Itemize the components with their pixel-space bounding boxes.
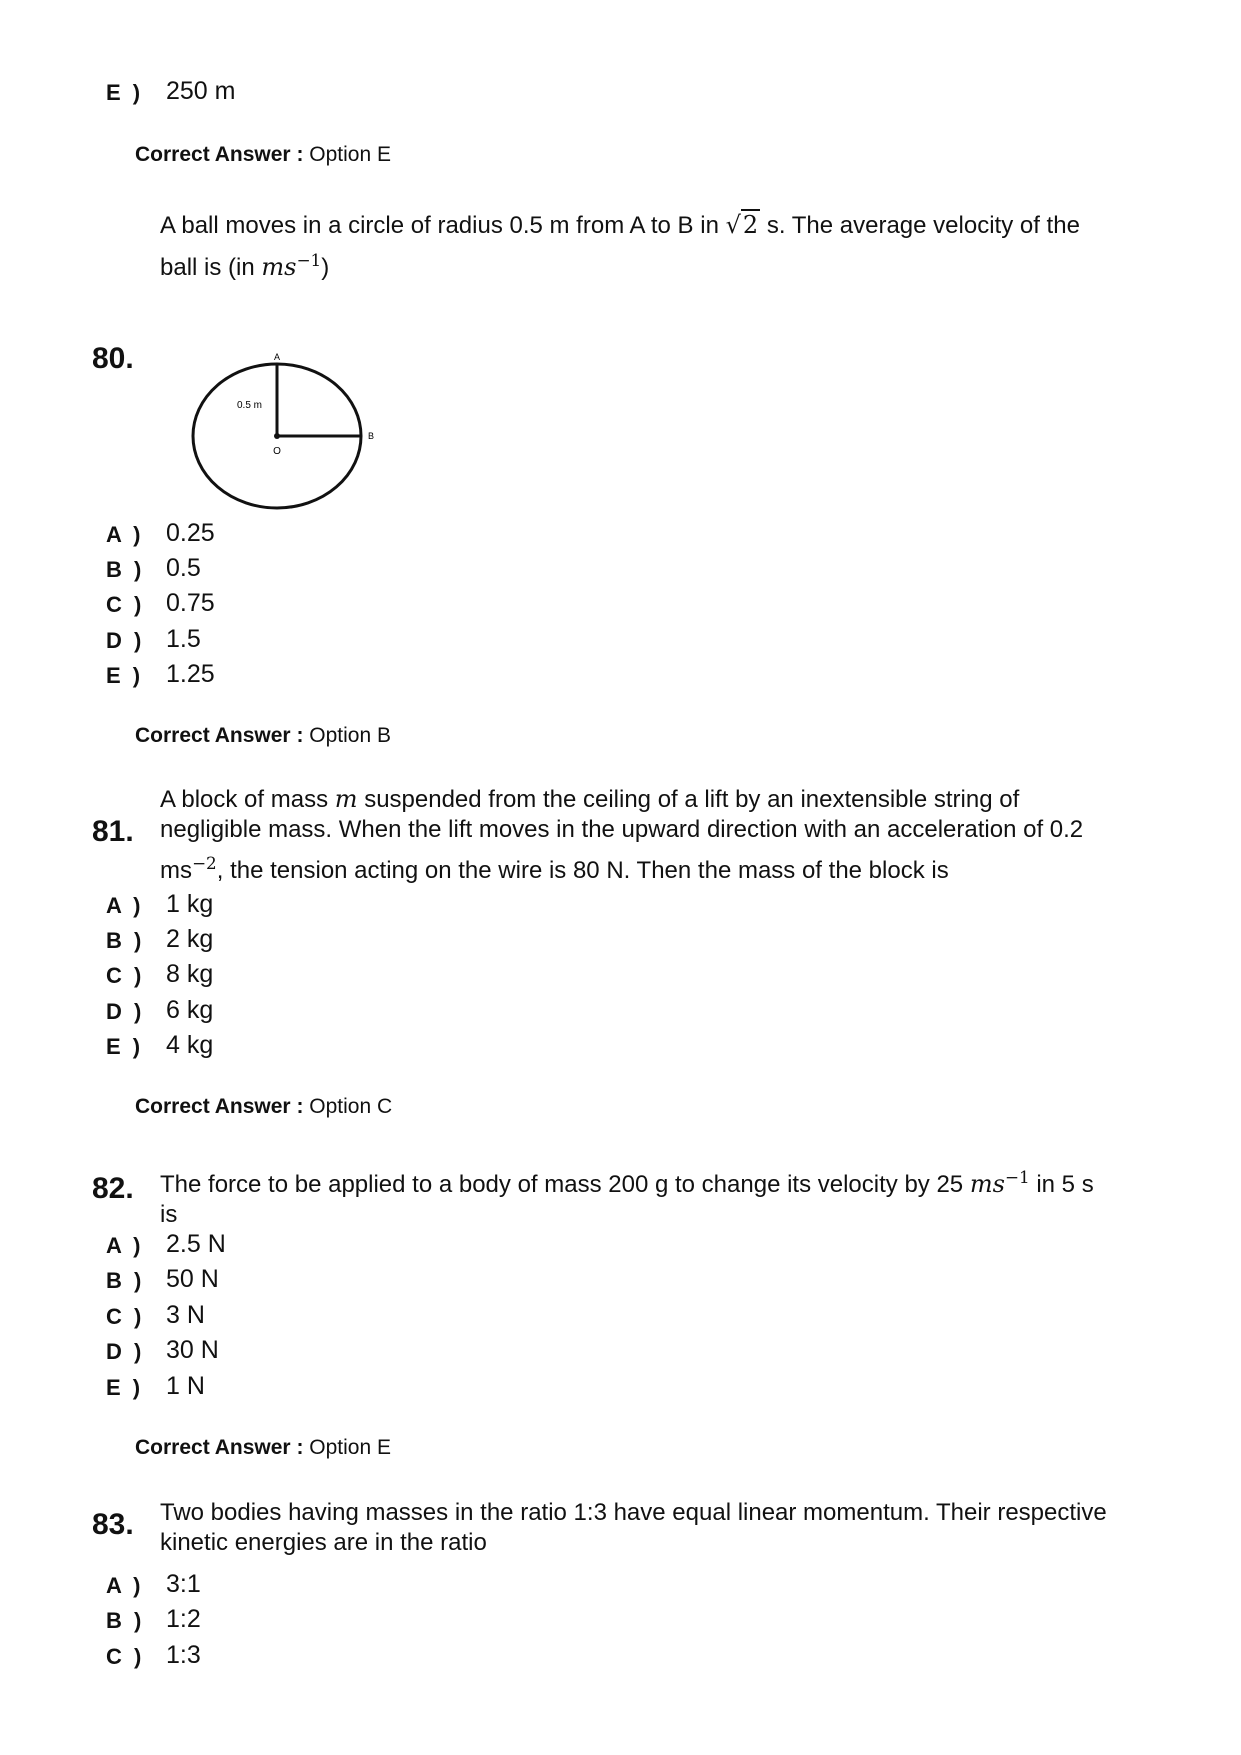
q81-exponent: −2 [192,853,217,873]
q82-number: 82. [92,1172,134,1205]
q82-option-e-text: 1 N [166,1372,205,1400]
q81-option-c-text: 8 kg [166,960,214,988]
q80-option-a-text: 0.25 [166,519,215,547]
q82-option-a-letter: A ) [106,1233,144,1258]
answer-label: Correct Answer : [135,1095,304,1118]
answer-value: Option B [309,724,391,747]
q80-correct-answer [135,724,391,748]
answer-value: Option C [309,1095,393,1118]
q83-text [160,1498,1170,1558]
q82-option-e-letter: E ) [106,1375,144,1400]
q83-line-1: Two bodies having masses in the ratio 1:3 have equal linear momentum. Their respective [160,1499,1107,1526]
q80-unit: ms [261,253,297,282]
q80-text-part: ball is (in [160,254,255,282]
q81-number: 81. [92,815,134,848]
q81-text-part: A block of mass [160,786,329,813]
q80-text-part: ) [321,254,330,282]
answer-value: Option E [309,1436,391,1459]
q82-option-b-text: 50 N [166,1265,219,1293]
q81-option-e-text: 4 kg [166,1031,214,1059]
q81-text-part: suspended from the ceiling of a lift by an inextensible string of [364,786,1020,813]
q80-option-b-text: 0.5 [166,554,201,582]
q80-option-d-letter: D ) [106,628,145,653]
q82-option-b-letter: B ) [106,1268,145,1293]
q81-variable-m: m [334,785,358,813]
q79-option-e-letter: E ) [106,80,144,105]
q80-number: 80. [92,342,134,375]
q81-option-b-text: 2 kg [166,925,214,953]
q80-option-c-letter: C ) [106,592,145,617]
q80-option-b-letter: B ) [106,557,145,582]
q82-option-d-text: 30 N [166,1336,219,1364]
q81-option-d-text: 6 kg [166,996,214,1024]
q81-option-a-text: 1 kg [166,890,214,918]
q81-option-a-letter: A ) [106,893,144,918]
q80-option-e-text: 1.25 [166,660,215,688]
q80-text [160,210,1160,283]
label-o: O [273,446,281,457]
q81-correct-answer [135,1095,392,1119]
q83-option-c-letter: C ) [106,1644,145,1669]
q80-line-1 [160,210,1160,241]
q81-text [160,784,1160,886]
q82-unit-exponent: −1 [1004,1167,1030,1187]
q80-line-2 [160,245,1160,283]
q83-option-a-letter: A ) [106,1573,144,1598]
q80-text-part: s. The average velocity of the [766,212,1080,239]
q81-line-1 [160,784,1160,815]
q82-option-c-text: 3 N [166,1301,205,1329]
q81-option-e-letter: E ) [106,1034,144,1059]
q83-line-2: kinetic energies are in the ratio [160,1529,487,1556]
q81-text-part: , the tension acting on the wire is 80 N. Then the mass of the block is [216,857,949,885]
q82-option-a-text: 2.5 N [166,1230,226,1258]
center-point [274,433,280,439]
q82-option-d-letter: D ) [106,1339,145,1364]
q80-option-d-text: 1.5 [166,625,201,653]
q81-option-d-letter: D ) [106,999,145,1024]
q80-option-a-letter: A ) [106,522,144,547]
q82-unit: ms [969,1170,1005,1199]
q80-text-part: A ball moves in a circle of radius 0.5 m from A to B in [160,212,719,239]
q80-unit-exponent: −1 [296,250,322,270]
sqrt-radicand: 2 [742,211,759,239]
sqrt-symbol: √2 [725,211,759,239]
q79-option-e-text: 250 m [166,77,236,105]
answer-label: Correct Answer : [135,1436,304,1459]
q80-circle-figure [185,350,385,510]
q83-option-a-text: 3:1 [166,1570,201,1598]
label-a: A [273,352,281,362]
q83-number: 83. [92,1508,134,1541]
q81-line-3 [160,848,1160,886]
label-b: B [368,431,375,441]
q82-text-part: in 5 s [1036,1171,1094,1199]
answer-label: Correct Answer : [135,724,304,747]
answer-value: Option E [309,143,391,166]
q81-text-part: ms [160,857,192,885]
q82-correct-answer [135,1436,391,1460]
q81-option-c-letter: C ) [106,963,145,988]
q82-text-part: The force to be applied to a body of mass 200 g to change its velocity by 25 [160,1171,964,1199]
q80-option-e-letter: E ) [106,663,144,688]
radius-label: 0.5 m [237,400,263,411]
q81-line-2: negligible mass. When the lift moves in the upward direction with an acceleration of 0.2 [160,816,1084,843]
answer-label: Correct Answer : [135,143,304,166]
q79-correct-answer [135,143,391,167]
q82-option-c-letter: C ) [106,1304,145,1329]
q80-option-c-text: 0.75 [166,589,215,617]
q82-line-2: is [160,1201,178,1229]
q82-line-1 [160,1162,1170,1200]
q83-option-b-text: 1:2 [166,1605,201,1633]
q83-option-b-letter: B ) [106,1608,145,1633]
q82-text [160,1162,1170,1230]
q81-option-b-letter: B ) [106,928,145,953]
q83-option-c-text: 1:3 [166,1641,201,1669]
